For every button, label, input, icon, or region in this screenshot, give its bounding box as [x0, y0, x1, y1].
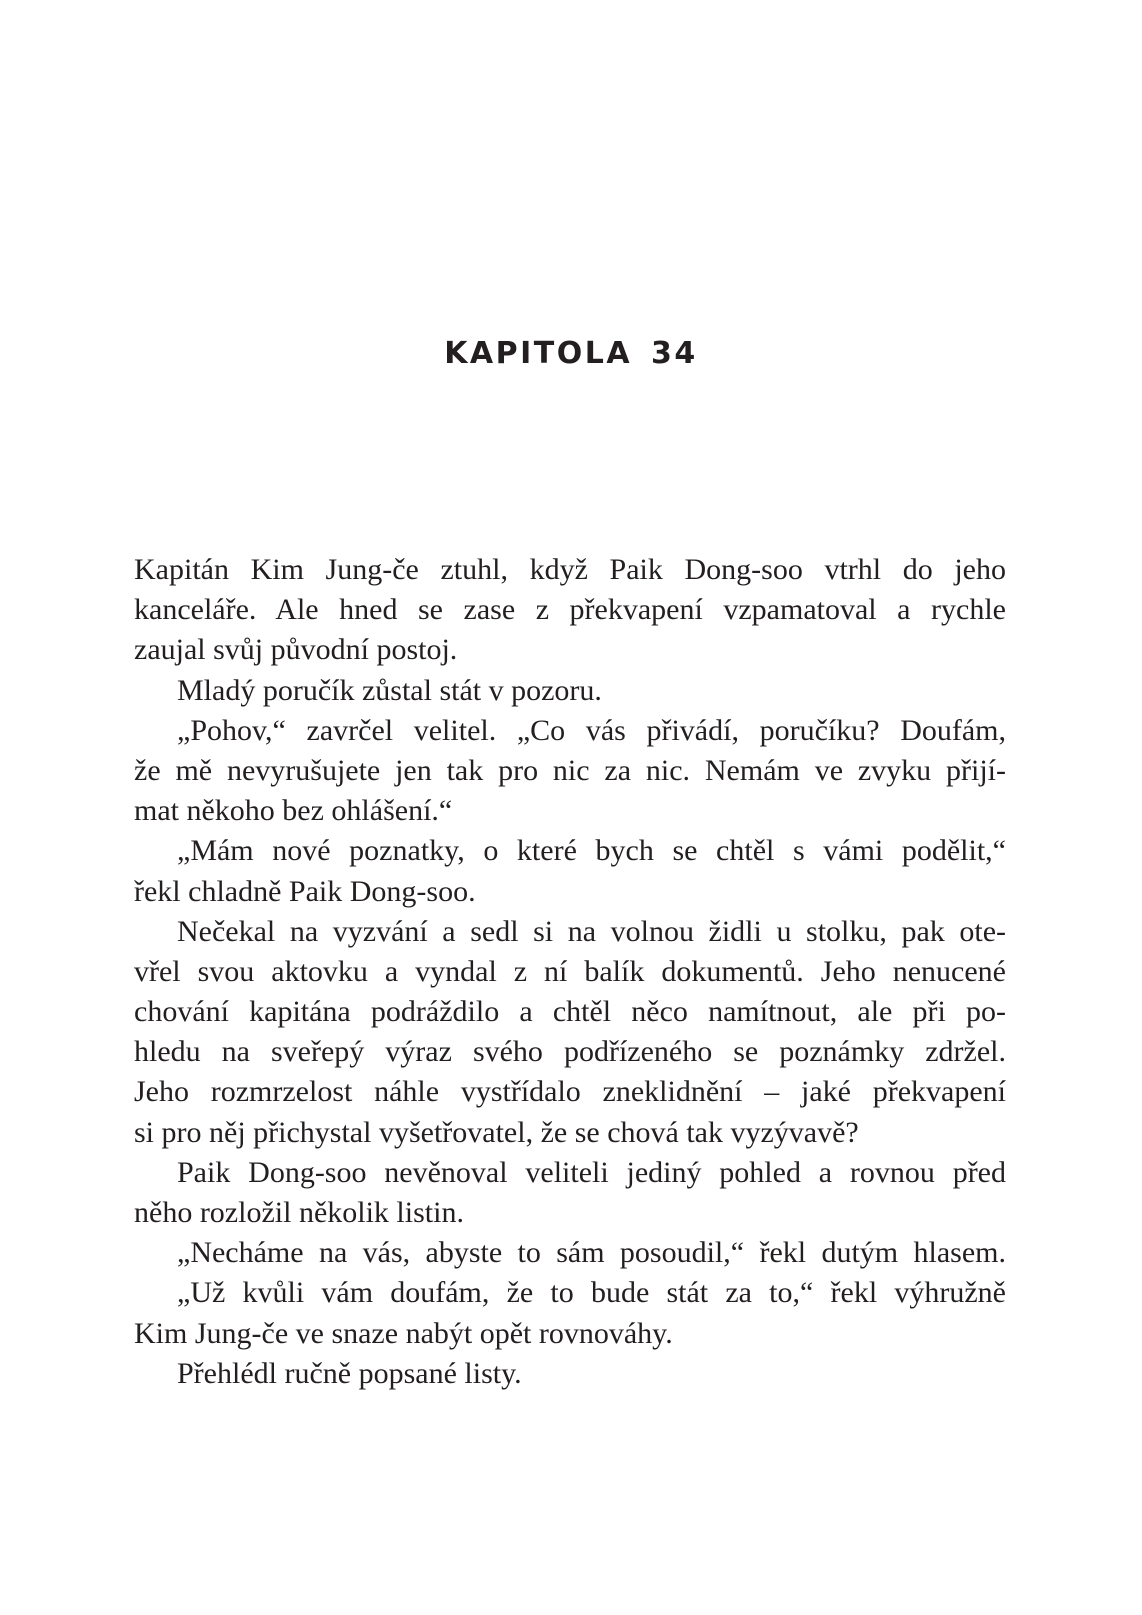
text-line: Jeho rozmrzelost náhle vystřídalo zneklidnění – jaké překvapení: [134, 1075, 1006, 1109]
text-line: Kim Jung-če ve snaze nabýt opět rovnováhy.: [134, 1316, 673, 1350]
text-line: že mě nevyrušujete jen tak pro nic za nic. Nemám ve zvyku přijí-: [134, 753, 1006, 787]
text-line: Kapitán Kim Jung-če ztuhl, když Paik Dong-soo vtrhl do jeho: [134, 553, 1006, 586]
text-line: Přehlédl ručně popsané listy.: [177, 1356, 522, 1390]
text-line: vřel svou aktovku a vyndal z ní balík dokumentů. Jeho nenucené: [134, 954, 1006, 988]
text-line: Mladý poručík zůstal stát v pozoru.: [177, 673, 602, 707]
text-line: Nečekal na vyzvání a sedl si na volnou židli u stolku, pak ote-: [177, 914, 1006, 948]
text-line: něho rozložil několik listin.: [134, 1196, 464, 1229]
text-line: Paik Dong-soo nevěnoval veliteli jediný pohled a rovnou před: [177, 1155, 1006, 1189]
text-line: chování kapitána podráždilo a chtěl něco namítnout, ale při po-: [134, 995, 1006, 1029]
text-line: zaujal svůj původní postoj.: [134, 633, 458, 667]
text-line: „Už kvůli vám doufám, že to bude stát za to,“ řekl výhružně: [177, 1276, 1006, 1310]
text-line: „Pohov,“ zavrčel velitel. „Co vás přivádí, poručíku? Doufám,: [177, 713, 1006, 747]
text-line: mat někoho bez ohlášení.“: [134, 794, 453, 828]
text-line: si pro něj přichystal vyšetřovatel, že se chová tak vyzývavě?: [134, 1115, 859, 1149]
text-line: „Necháme na vás, abyste to sám posoudil,“ řekl dutým hlasem.: [177, 1236, 1006, 1270]
chapter-text: [134, 550, 1006, 1394]
text-line: kanceláře. Ale hned se zase z překvapení vzpamatoval a rychle: [134, 593, 1006, 627]
text-line: hledu na sveřepý výraz svého podřízeného se poznámky zdržel.: [134, 1035, 1006, 1069]
text-line: řekl chladně Paik Dong-soo.: [134, 874, 476, 908]
text-line: „Mám nové poznatky, o které bych se chtěl s vámi podělit,“: [177, 834, 1006, 868]
chapter-title: KAPITOLA 34: [444, 336, 698, 371]
